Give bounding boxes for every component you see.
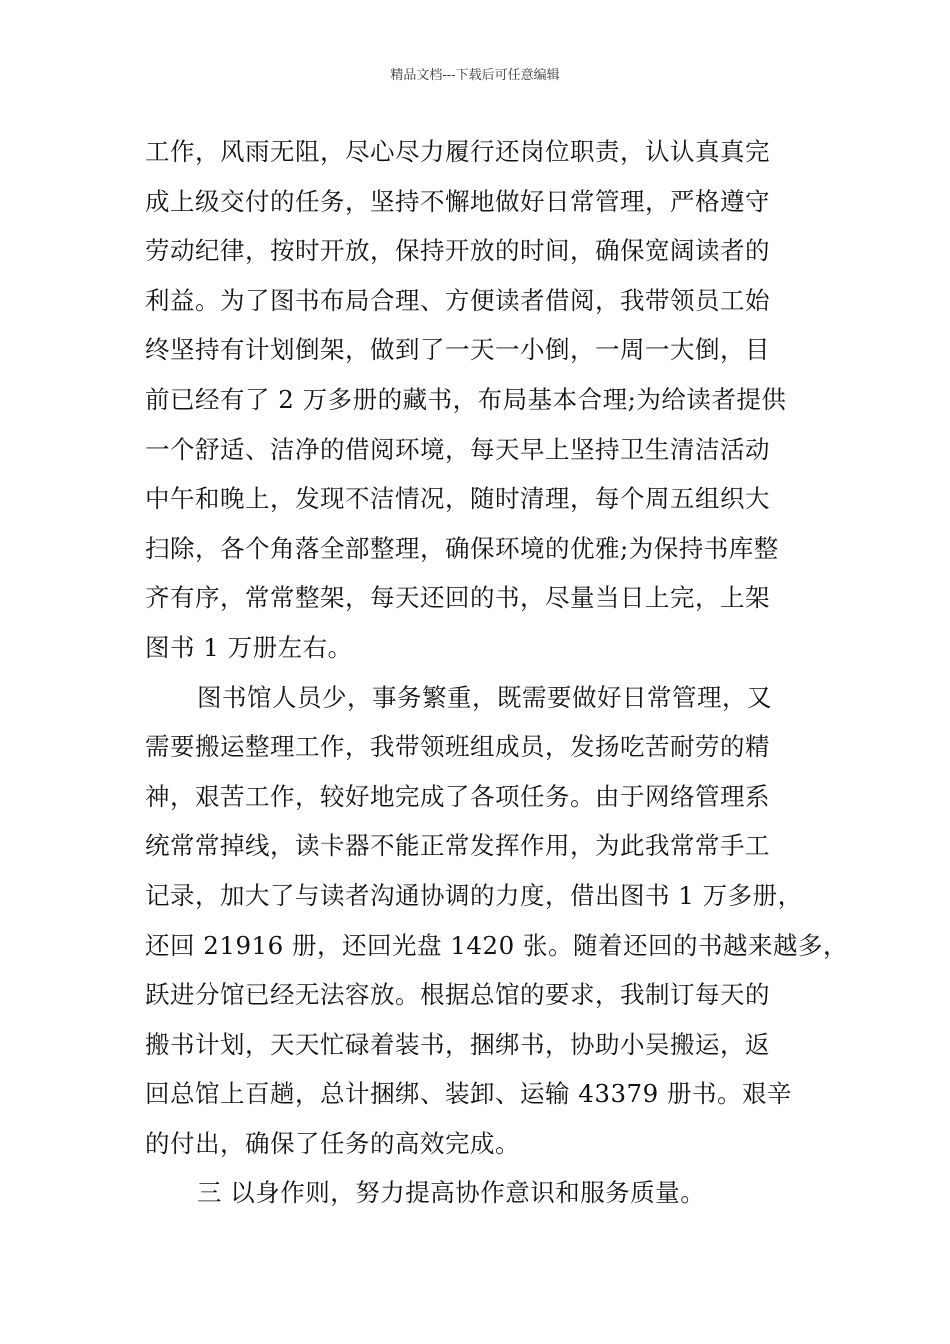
text-line: 记录，加大了与读者沟通协调的力度，借出图书 1 万多册， bbox=[145, 880, 803, 910]
text-line: 中午和晚上，发现不洁情况，随时清理，每个周五组织大 bbox=[145, 484, 770, 514]
text-line: 需要搬运整理工作，我带领班组成员，发扬吃苦耐劳的精 bbox=[145, 732, 770, 762]
text-line: 回总馆上百趟，总计捆绑、装卸、运输 43379 册书。艰辛 bbox=[145, 1079, 793, 1109]
text-line: 跃进分馆已经无法容放。根据总馆的要求，我制订每天的 bbox=[145, 980, 770, 1010]
text-line: 齐有序，常常整架，每天还回的书，尽量当日上完，上架 bbox=[145, 583, 770, 613]
text-line: 前已经有了 2 万多册的藏书，布局基本合理;为给读者提供 bbox=[145, 384, 787, 414]
text-line: 搬书计划，天天忙碌着装书，捆绑书，协助小吴搬运，返 bbox=[145, 1029, 770, 1059]
document-body bbox=[145, 127, 848, 1218]
text-line: 的付出，确保了任务的高效完成。 bbox=[145, 1128, 520, 1158]
text-line: 终坚持有计划倒架，做到了一天一小倒，一周一大倒，目 bbox=[145, 335, 770, 365]
text-line: 一个舒适、洁净的借阅环境，每天早上坚持卫生清洁活动 bbox=[145, 434, 770, 464]
text-line: 成上级交付的任务，坚持不懈地做好日常管理，严格遵守 bbox=[145, 186, 770, 216]
text-line: 扫除，各个角落全部整理，确保环境的优雅;为保持书库整 bbox=[145, 533, 779, 563]
text-line: 劳动纪律，按时开放，保持开放的时间，确保宽阔读者的 bbox=[145, 236, 770, 266]
section-heading: 三 以身作则，努力提高协作意识和服务质量。 bbox=[197, 1178, 706, 1208]
page-header: 精品文档---下载后可任意编辑 bbox=[390, 68, 560, 83]
text-line: 图书 1 万册左右。 bbox=[145, 632, 353, 662]
text-line: 还回 21916 册，还回光盘 1420 张。随着还回的书越来越多， bbox=[145, 930, 848, 960]
text-line: 利益。为了图书布局合理、方便读者借阅，我带领员工始 bbox=[145, 285, 770, 315]
text-line: 统常常掉线，读卡器不能正常发挥作用，为此我常常手工 bbox=[145, 831, 770, 861]
text-line: 工作，风雨无阻，尽心尽力履行还岗位职责，认认真真完 bbox=[145, 137, 770, 166]
paragraph-first-line: 图书馆人员少，事务繁重，既需要做好日常管理，又 bbox=[197, 682, 772, 712]
text-line: 神，艰苦工作，较好地完成了各项任务。由于网络管理系 bbox=[145, 781, 770, 811]
